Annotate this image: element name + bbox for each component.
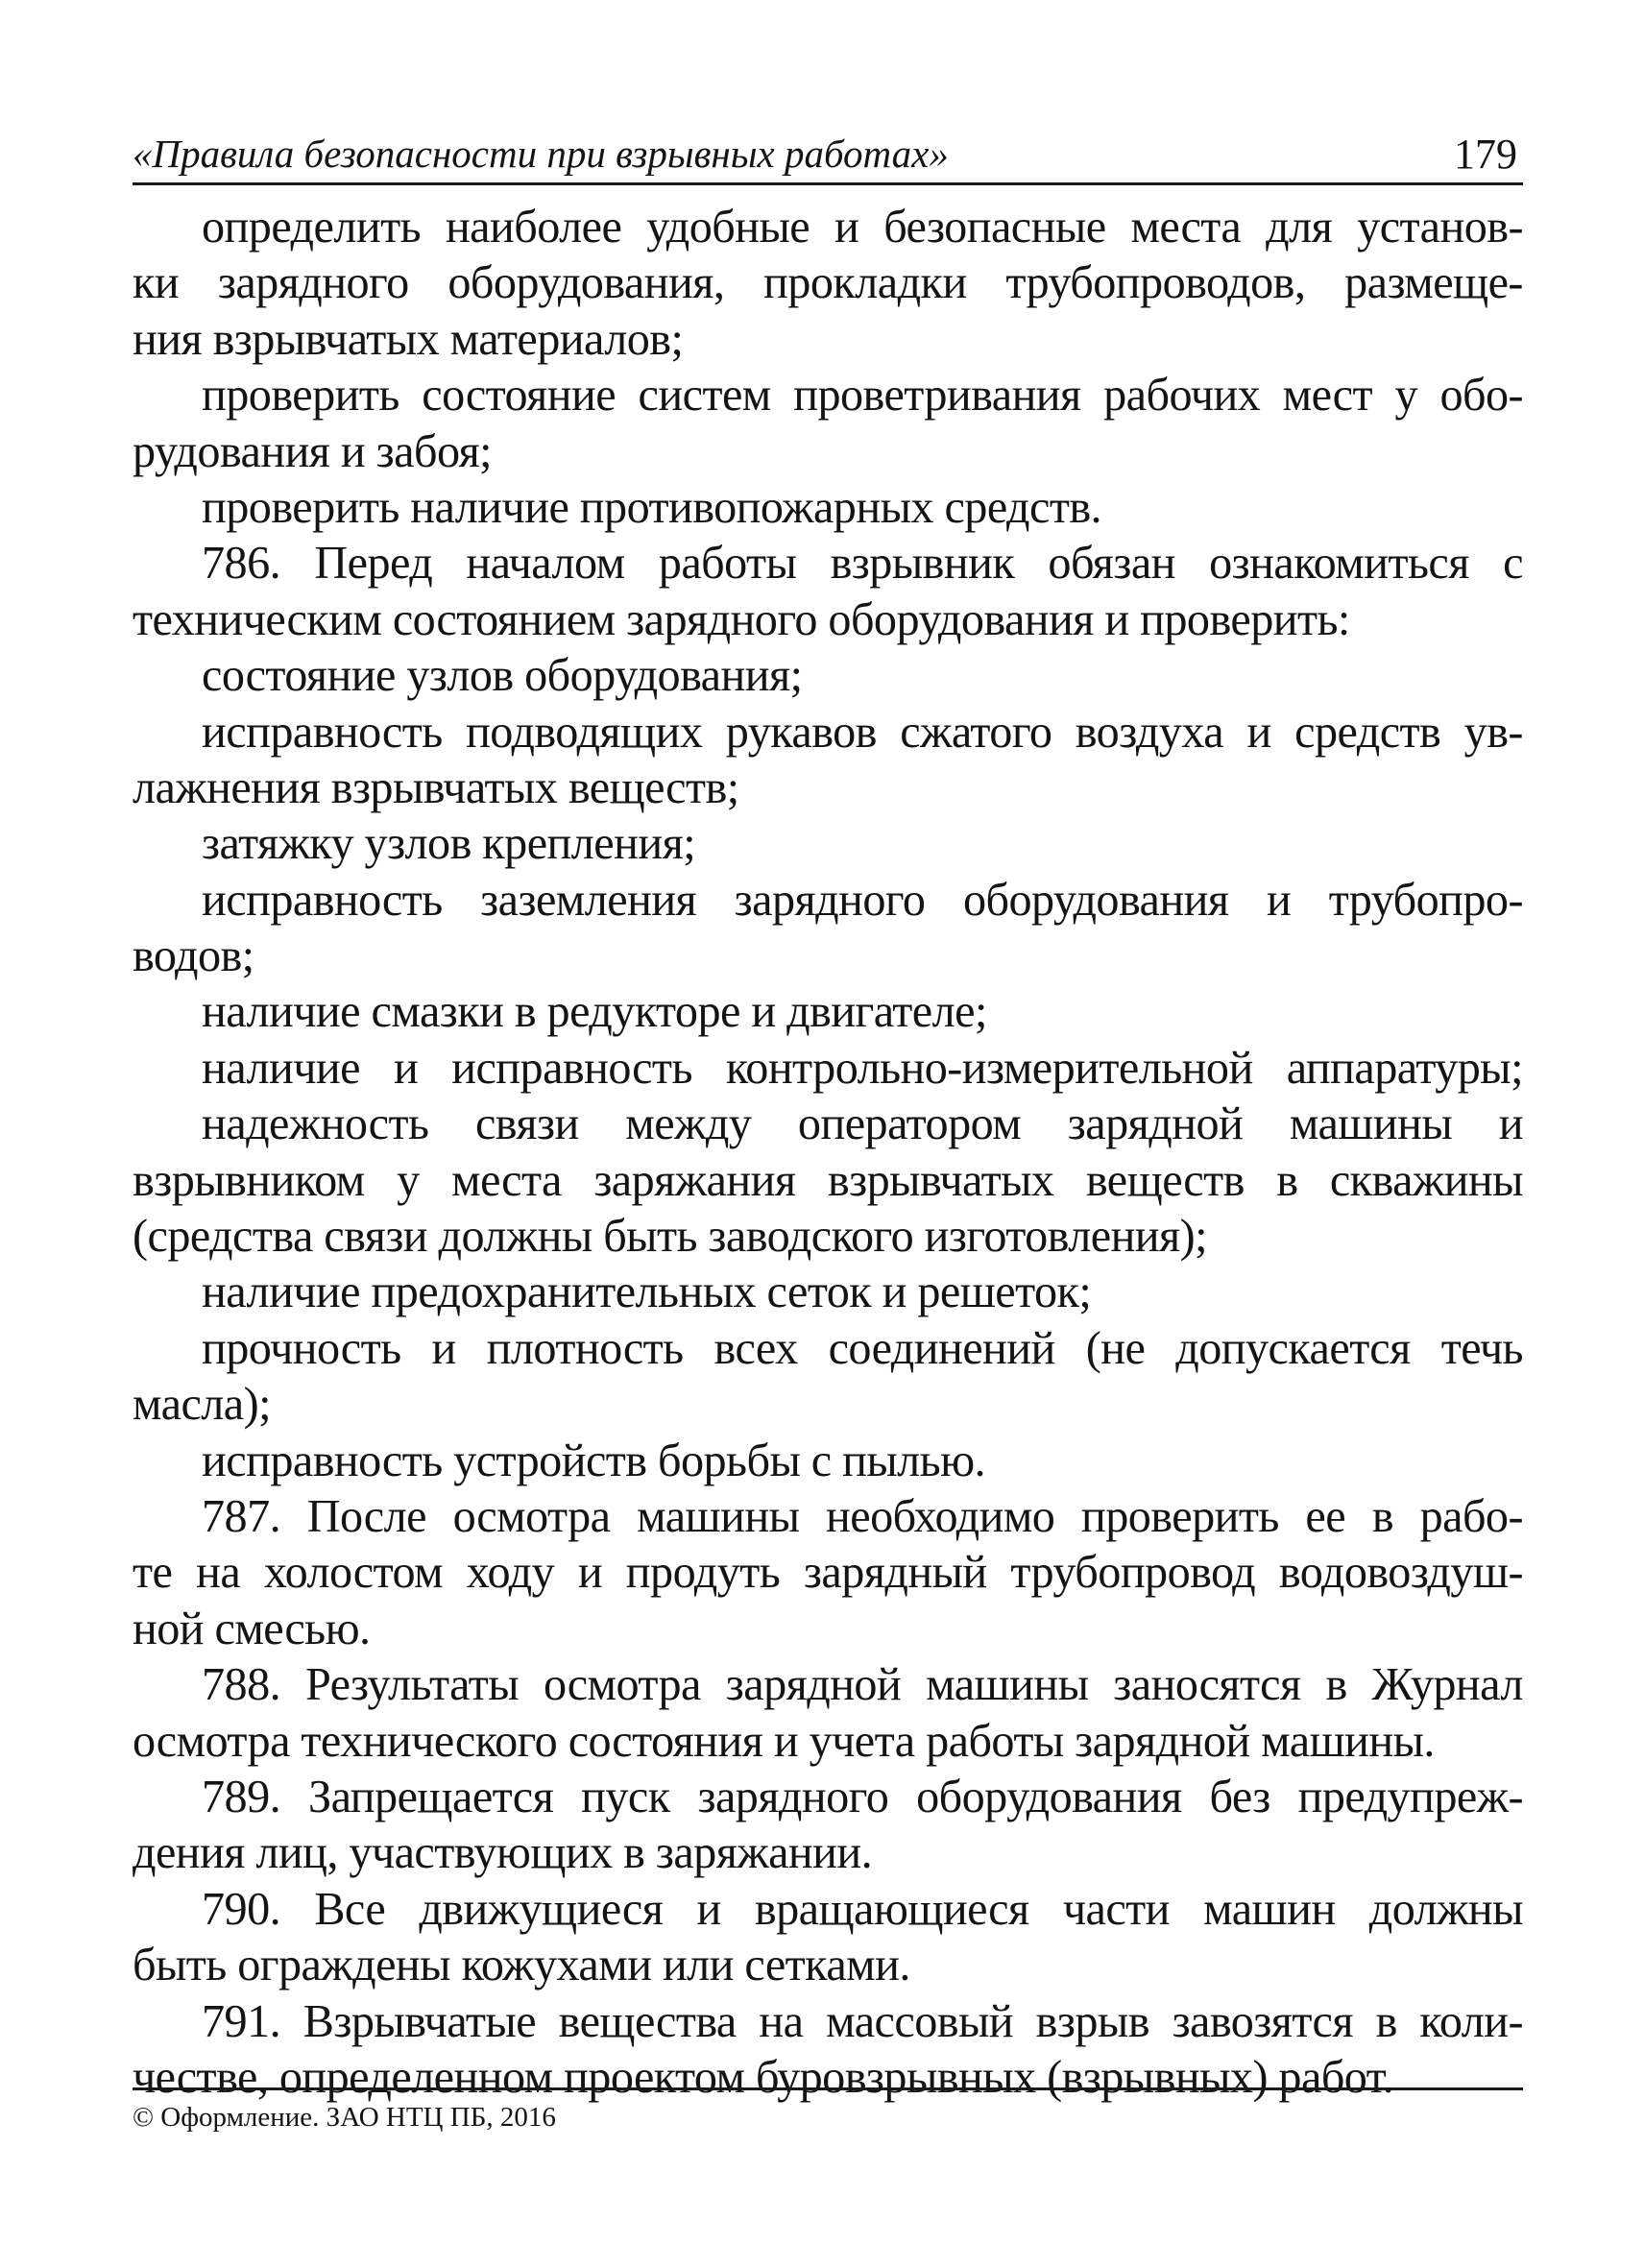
text-line: исправность подводящих рукавов сжатого воздуха и средств ув- xyxy=(202,706,1523,758)
text-line: (средства связи должны быть заводского изготовления); xyxy=(133,1211,1207,1263)
text-line: те на холостом ходу и продуть зарядный трубопровод водовоздуш- xyxy=(133,1547,1523,1599)
text-line: 790. Все движущиеся и вращающиеся части машин должны xyxy=(202,1883,1523,1935)
text-line: рудования и забоя; xyxy=(133,425,493,477)
text-line: масла); xyxy=(133,1379,271,1431)
text-line: наличие предохранительных сеток и решеток; xyxy=(202,1267,1092,1318)
text-line: исправность устройств борьбы с пылью. xyxy=(202,1435,986,1486)
text-line: прочность и плотность всех соединений (не допускается течь xyxy=(202,1322,1523,1374)
text-line: техническим состоянием зарядного оборудования и проверить: xyxy=(133,593,1350,645)
text-line: определить наиболее удобные и безопасные места для установ- xyxy=(202,202,1523,253)
text-line: надежность связи между оператором зарядной машины и xyxy=(202,1098,1523,1150)
text-line: ки зарядного оборудования, прокладки трубопроводов, размеще- xyxy=(133,257,1523,309)
running-header xyxy=(133,127,1523,185)
text-line: лажнения взрывчатых веществ; xyxy=(133,761,739,813)
text-line: 787. После осмотра машины необходимо проверить ее в рабо- xyxy=(202,1490,1523,1542)
text-line: 788. Результаты осмотра зарядной машины заносятся в Журнал xyxy=(202,1659,1523,1711)
text-line: 786. Перед началом работы взрывник обязан ознакомиться с xyxy=(202,538,1523,590)
text-line: честве, определенном проектом буровзрывных (взрывных) работ. xyxy=(133,2051,1394,2103)
text-line: водов; xyxy=(133,930,254,982)
text-line: проверить наличие противопожарных средств. xyxy=(202,481,1102,533)
header-title: «Правила безопасности при взрывных работах» xyxy=(133,132,949,176)
text-line: ния взрывчатых материалов; xyxy=(133,313,684,365)
text-line: проверить состояние систем проветривания рабочих мест у обо- xyxy=(202,370,1523,422)
text-line: ной смесью. xyxy=(133,1603,371,1654)
text-line: быть ограждены кожухами или сетками. xyxy=(133,1940,910,1991)
text-line: взрывником у места заряжания взрывчатых веществ в скважины xyxy=(133,1154,1523,1206)
text-line: наличие и исправность контрольно-измерительной аппаратуры; xyxy=(202,1042,1523,1094)
page-footer xyxy=(133,2087,1523,2134)
text-line: осмотра технического состояния и учета работы зарядной машины. xyxy=(133,1715,1435,1767)
text-line: 789. Запрещается пуск зарядного оборудования без предупреж- xyxy=(202,1771,1523,1822)
text-line: дения лиц, участвующих в заряжании. xyxy=(133,1827,873,1879)
page-number: 179 xyxy=(1454,131,1517,178)
body-text xyxy=(133,200,1523,2106)
text-line: исправность заземления зарядного оборудования и трубопро- xyxy=(202,874,1523,926)
text-line: наличие смазки в редукторе и двигателе; xyxy=(202,986,987,1038)
text-line: состояние узлов оборудования; xyxy=(202,650,803,702)
text-line: затяжку узлов крепления; xyxy=(202,818,696,870)
text-line: 791. Взрывчатые вещества на массовый взрыв завозятся в коли- xyxy=(202,1995,1523,2047)
copyright-notice: © Оформление. ЗАО НТЦ ПБ, 2016 xyxy=(133,2102,556,2133)
